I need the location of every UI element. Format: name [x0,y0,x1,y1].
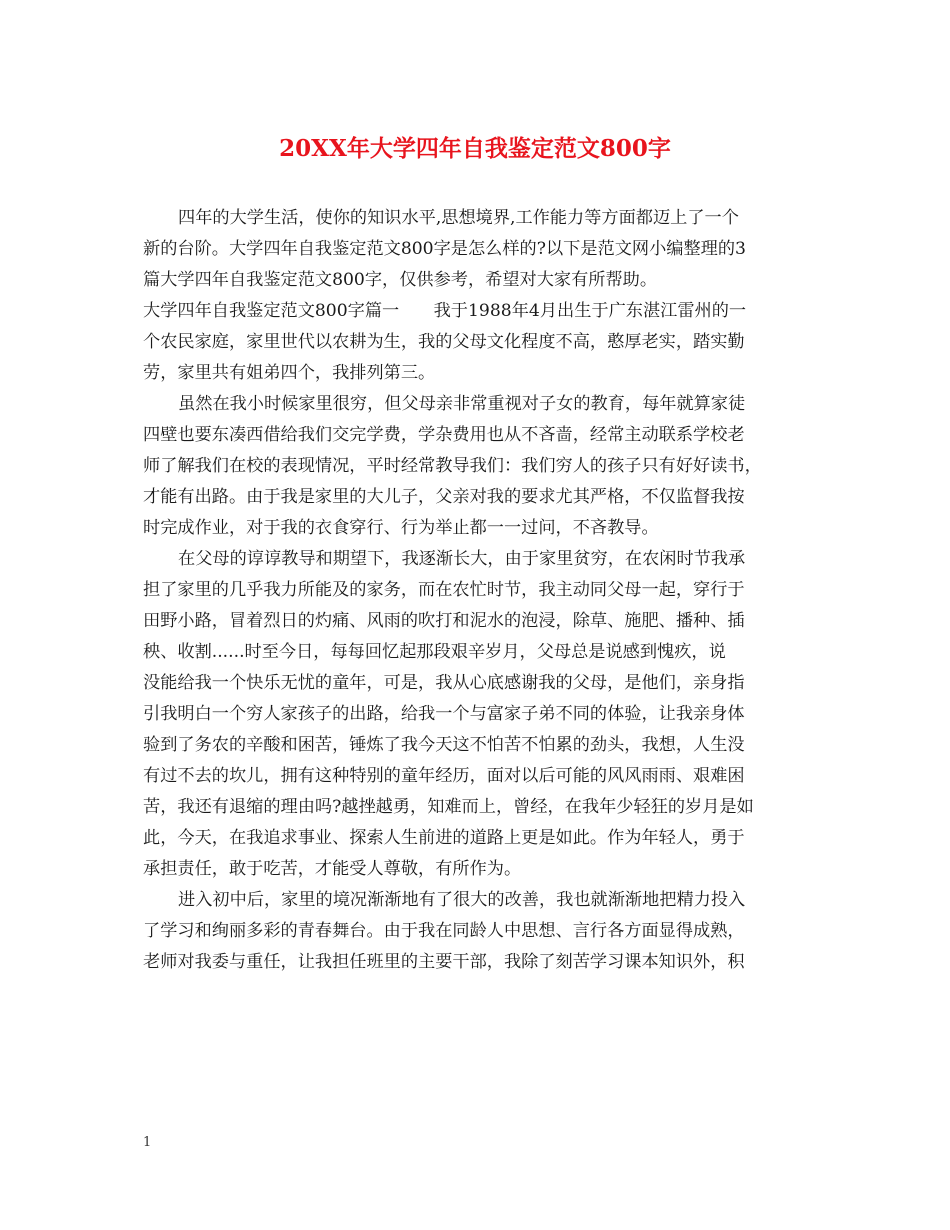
paragraph-line: 没能给我一个快乐无忧的童年，可是，我从心底感谢我的父母，是他们，亲身指 [143,673,745,693]
paragraph-line: 引我明白一个穷人家孩子的出路，给我一个与富家子弟不同的体验，让我亲身体 [143,704,745,724]
paragraph-line: 时完成作业，对于我的衣食穿行、行为举止都一一过问，不吝教导。 [143,518,659,538]
paragraph-line: 田野小路，冒着烈日的灼痛、风雨的吹打和泥水的泡浸，除草、施肥、播种、插 [143,611,745,631]
paragraph-line: 承担责任，敢于吃苦，才能受人尊敬，有所作为。 [143,859,522,879]
paragraph-line: 有过不去的坎儿，拥有这种特别的童年经历，面对以后可能的风风雨雨、艰难困 [143,766,745,786]
paragraph-line: 四年的大学生活，使你的知识水平,思想境界,工作能力等方面都迈上了一个 [178,208,739,228]
document-title: 20XX年大学四年自我鉴定范文800字 [279,135,671,162]
paragraph-line: 大学四年自我鉴定范文800字篇一 我于1988年4月出生于广东湛江雷州的一 [143,301,747,321]
paragraph-line: 老师对我委与重任，让我担任班里的主要干部，我除了刻苦学习课本知识外，积 [143,952,745,972]
paragraph-line: 个农民家庭，家里世代以农耕为生，我的父母文化程度不高，憨厚老实，踏实勤 [143,332,745,352]
paragraph-line: 新的台阶。大学四年自我鉴定范文800字是怎么样的?以下是范文网小编整理的3 [143,239,746,259]
paragraph-line: 篇大学四年自我鉴定范文800字，仅供参考，希望对大家有所帮助。 [143,270,658,290]
paragraph-line: 苦，我还有退缩的理由吗?越挫越勇，知难而上，曾经，在我年少轻狂的岁月是如 [143,797,754,817]
paragraph-line: 四壁也要东凑西借给我们交完学费，学杂费用也从不吝啬，经常主动联系学校老 [143,425,745,445]
paragraph-line: 了学习和绚丽多彩的青春舞台。由于我在同龄人中思想、言行各方面显得成熟， [143,921,745,941]
paragraph-line: 才能有出路。由于我是家里的大儿子，父亲对我的要求尤其严格，不仅监督我按 [143,487,745,507]
paragraph-line: 劳，家里共有姐弟四个，我排列第三。 [143,363,436,383]
page-number: 1 [143,1135,152,1150]
paragraph-line: 此，今天，在我追求事业、探索人生前进的道路上更是如此。作为年轻人，勇于 [143,828,745,848]
paragraph-line: 师了解我们在校的表现情况，平时经常教导我们：我们穷人的孩子只有好好读书， [143,456,762,476]
paragraph-line: 秧、收割......时至今日，每每回忆起那段艰辛岁月，父母总是说感到愧疚，说 [143,642,726,662]
paragraph-line: 进入初中后，家里的境况渐渐地有了很大的改善，我也就渐渐地把精力投入 [178,890,746,910]
paragraph-line: 验到了务农的辛酸和困苦，锤炼了我今天这不怕苦不怕累的劲头，我想，人生没 [143,735,745,755]
paragraph-line: 虽然在我小时候家里很穷，但父母亲非常重视对子女的教育，每年就算家徒 [178,394,746,414]
document-body [143,203,815,978]
paragraph-line: 担了家里的几乎我力所能及的家务，而在农忙时节，我主动同父母一起，穿行于 [143,580,745,600]
paragraph-line: 在父母的谆谆教导和期望下，我逐渐长大，由于家里贫穷，在农闲时节我承 [178,549,746,569]
